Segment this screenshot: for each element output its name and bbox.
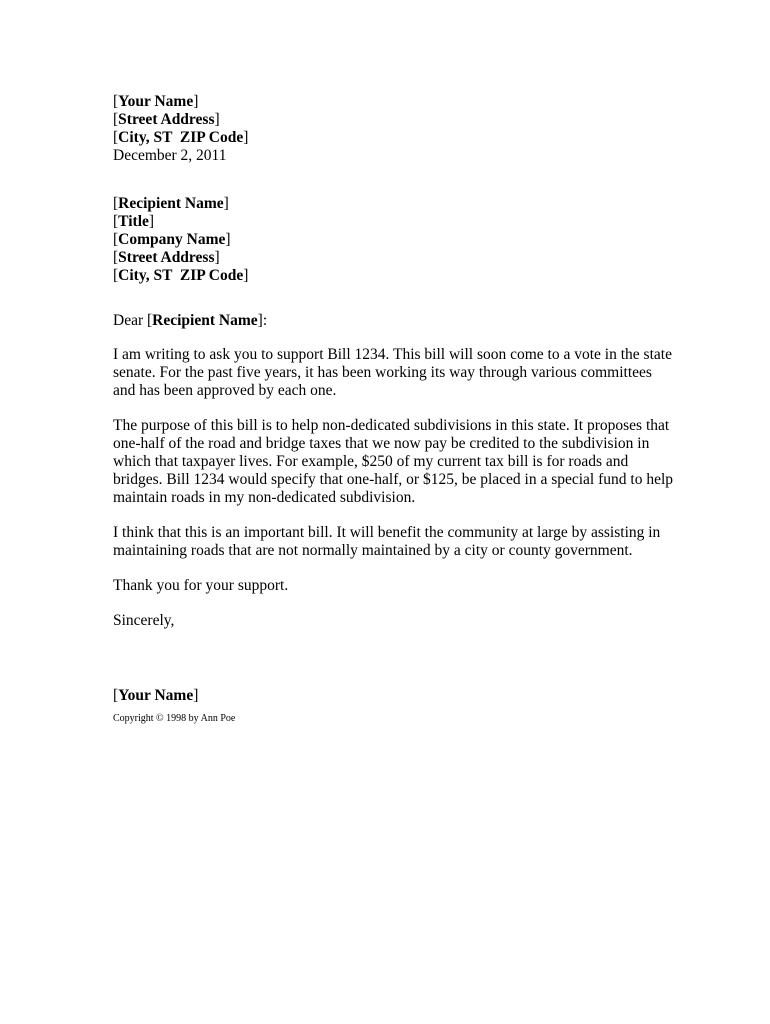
body-paragraph-3: I think that this is an important bill. It will benefit the community at large by assisting in maintaining roads that are not normally maintained by a city or county government. <box>113 524 661 559</box>
recipient-name-line: [Recipient Name] <box>113 195 229 212</box>
recipient-company: Company Name <box>118 231 226 248</box>
recipient-street: Street Address <box>118 249 215 266</box>
sender-name-line: [Your Name] <box>113 93 199 110</box>
sender-name: Your Name <box>118 93 194 110</box>
recipient-name: Recipient Name <box>118 195 224 212</box>
letter-date: December 2, 2011 <box>113 147 227 164</box>
recipient-company-line: [Company Name] <box>113 231 231 248</box>
copyright-notice: Copyright © 1998 by Ann Poe <box>113 713 236 724</box>
closing: Sincerely, <box>113 612 175 629</box>
recipient-city-line: [City, ST ZIP Code] <box>113 267 249 284</box>
recipient-street-line: [Street Address] <box>113 249 220 266</box>
sender-city-line: [City, ST ZIP Code] <box>113 129 249 146</box>
letter-page <box>113 93 673 725</box>
sender-street: Street Address <box>118 111 215 128</box>
sender-city: City, ST ZIP Code <box>118 129 244 146</box>
body-paragraph-2: The purpose of this bill is to help non-dedicated subdivisions in this state. It proposes that one-half of the road and bridge taxes that we now pay be credited to the subdivision in which that taxpayer lives. For example, $250 of my current tax bill is for roads and bridges. Bill 1234 would specify that one-half, or $125, be placed in a special fund to help maintain roads in my non-dedicated subdivision. <box>113 417 674 506</box>
sender-block <box>113 93 673 165</box>
recipient-title: Title <box>118 213 149 230</box>
signature-name: Your Name <box>118 687 194 704</box>
salutation: Dear [Recipient Name]: <box>113 312 268 329</box>
body-paragraph-1: I am writing to ask you to support Bill 1234. This bill will soon come to a vote in the state senate. For the past five years, it has been working its way through various committees and has been approved by each one. <box>113 346 672 399</box>
body-paragraph-4: Thank you for your support. <box>113 577 289 594</box>
salutation-suffix: : <box>262 312 268 329</box>
recipient-title-line: [Title] <box>113 213 155 230</box>
recipient-city: City, ST ZIP Code <box>118 267 244 284</box>
signature-line: [Your Name] <box>113 687 199 704</box>
recipient-block <box>113 195 673 285</box>
salutation-prefix: Dear <box>113 312 144 329</box>
salutation-name: Recipient Name <box>152 312 258 329</box>
sender-street-line: [Street Address] <box>113 111 220 128</box>
